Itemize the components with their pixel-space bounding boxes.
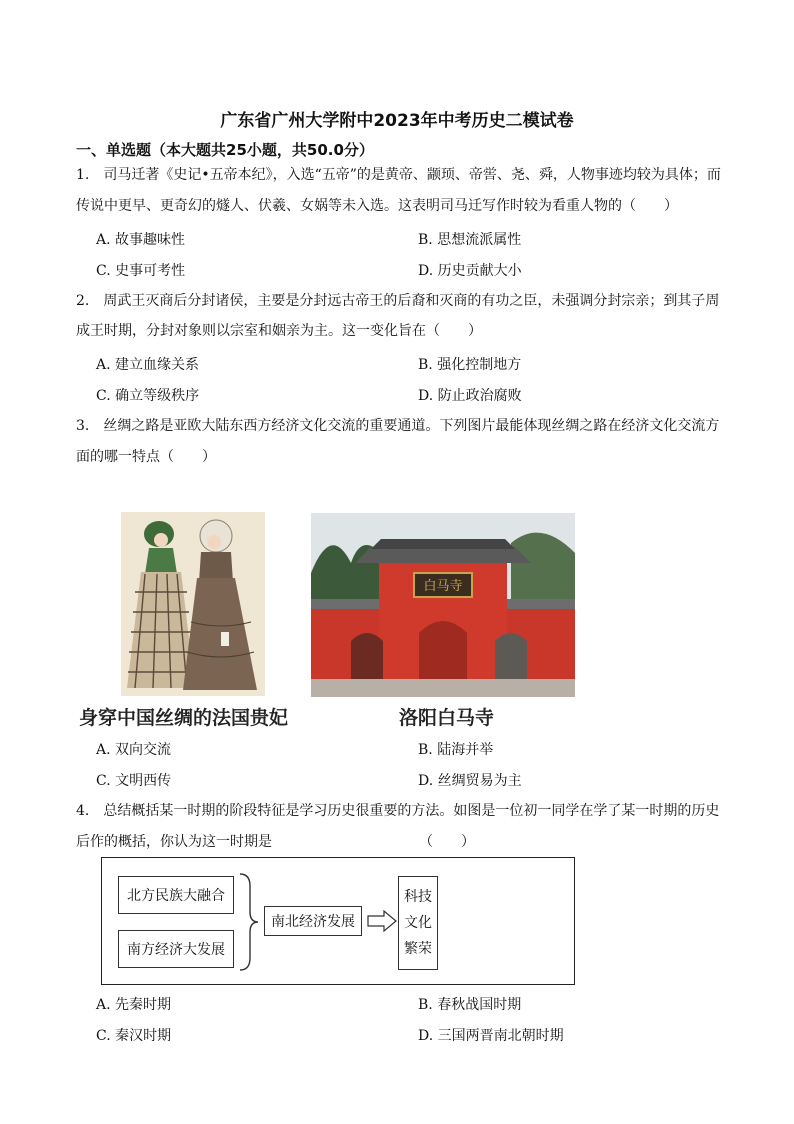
white-horse-temple-image [311, 513, 575, 697]
period-summary-diagram [101, 857, 575, 985]
diagram-box-south-economy: 南方经济大发展 [118, 930, 234, 968]
section-heading: 一、单选题（本大题共25小题，共50.0分） [76, 141, 374, 159]
diagram-brace [236, 872, 260, 972]
q4-option-a[interactable]: A. 先秦时期 [96, 997, 172, 1013]
q3-option-c[interactable]: C. 文明西传 [96, 773, 172, 789]
q2-option-d[interactable]: D. 防止政治腐败 [418, 388, 522, 404]
q4-option-c[interactable]: C. 秦汉时期 [96, 1028, 172, 1044]
q4-option-d[interactable]: D. 三国两晋南北朝时期 [418, 1028, 564, 1044]
french-noble-lady-image [121, 512, 265, 696]
temple-plaque-text: 白马寺 [423, 579, 463, 594]
diagram-culture-line-3: 繁荣 [404, 941, 432, 957]
question-3-line-2: 面的哪一特点（ ） [76, 449, 216, 465]
q1-option-d[interactable]: D. 历史贡献大小 [418, 263, 522, 279]
diagram-box-north-fusion: 北方民族大融合 [118, 876, 234, 914]
q2-option-c[interactable]: C. 确立等级秩序 [96, 388, 200, 404]
image-caption-french-lady: 身穿中国丝绸的法国贵妃 [79, 707, 289, 729]
diagram-box-economy-development: 南北经济发展 [264, 906, 362, 936]
q2-option-b[interactable]: B. 强化控制地方 [418, 357, 522, 373]
q2-option-a[interactable]: A. 建立血缘关系 [96, 357, 200, 373]
diagram-culture-line-1: 科技 [404, 889, 432, 905]
question-2-line-1: 2. 周武王灭商后分封诸侯，主要是分封远古帝王的后裔和灭商的有功之臣，未强调分封宗亲；到其子周 [76, 293, 720, 309]
question-1-line-1: 1. 司马迁著《史记•五帝本纪》，入选“五帝”的是黄帝、颛顼、帝喾、尧、舜，人物事迹均较为具体；而 [76, 167, 721, 183]
diagram-box-culture [398, 876, 438, 970]
diagram-culture-line-2: 文化 [404, 915, 432, 931]
q4-option-b[interactable]: B. 春秋战国时期 [418, 997, 522, 1013]
q1-option-c[interactable]: C. 史事可考性 [96, 263, 186, 279]
q3-option-b[interactable]: B. 陆海并举 [418, 742, 494, 758]
q1-option-a[interactable]: A. 故事趣味性 [96, 232, 186, 248]
image-caption-temple: 洛阳白马寺 [399, 707, 495, 729]
q1-option-b[interactable]: B. 思想流派属性 [418, 232, 522, 248]
question-3-line-1: 3. 丝绸之路是亚欧大陆东西方经济文化交流的重要通道。下列图片最能体现丝绸之路在经济文化交流方 [76, 418, 720, 434]
question-1-line-2: 传说中更早、更奇幻的燧人、伏羲、女娲等未入选。这表明司马迁写作时较为看重人物的（ ） [76, 198, 678, 214]
q3-option-a[interactable]: A. 双向交流 [96, 742, 172, 758]
arrow-right-icon [367, 910, 397, 932]
question-4-line-2: 后作的概括，你认为这一时期是 （ ） [76, 834, 475, 850]
q3-option-d[interactable]: D. 丝绸贸易为主 [418, 773, 522, 789]
question-4-line-1: 4. 总结概括某一时期的阶段特征是学习历史很重要的方法。如图是一位初一同学在学了某一时期的历史 [76, 803, 720, 819]
page-title: 广东省广州大学附中2023年中考历史二模试卷 [220, 111, 574, 131]
question-2-line-2: 成王时期，分封对象则以宗室和姻亲为主。这一变化旨在（ ） [76, 323, 482, 339]
